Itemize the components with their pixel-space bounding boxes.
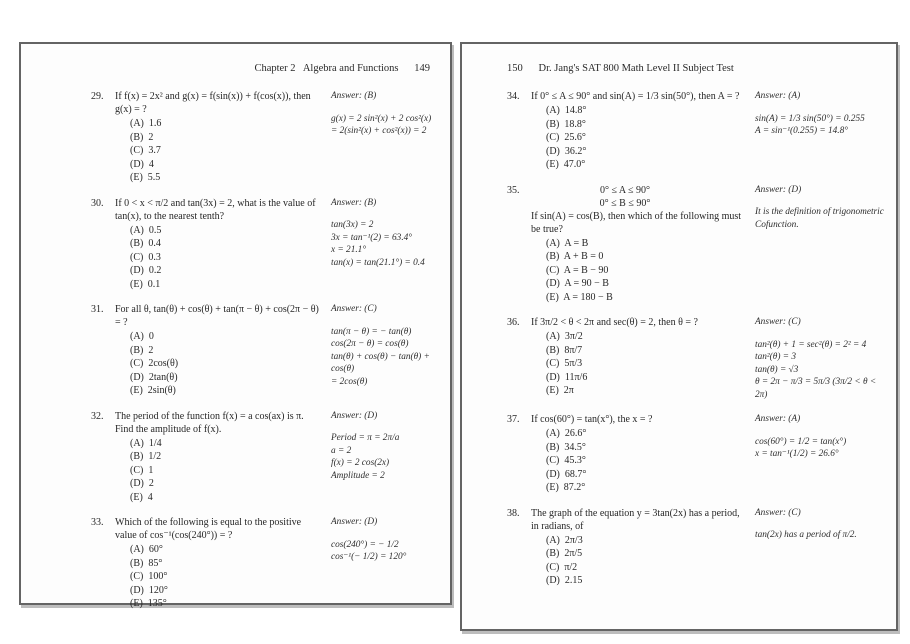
question-number: 37. (507, 414, 520, 425)
solution-line: tan²(θ) = 3 (755, 352, 796, 362)
answer-label: Answer: (C) (755, 507, 801, 518)
choice-b: (B) 0.4 (130, 238, 161, 249)
choice-d: (D) 68.7° (546, 468, 587, 480)
choice-b: (B) 2 (130, 131, 154, 143)
question-number: 35. (507, 184, 520, 196)
choice-c: (C) 0.3 (130, 251, 161, 263)
question-34 (507, 90, 886, 172)
solution (755, 436, 886, 461)
answer-label: Answer: (A) (755, 91, 801, 101)
solution (755, 339, 886, 402)
question-stem: For all θ, tan(θ) + cos(θ) + tan(π − θ) + cos(2π − θ) = ? (115, 304, 319, 328)
choice-d: (D) 2.15 (546, 575, 583, 586)
choice-c: (C) 5π/3 (546, 358, 583, 369)
choice-d: (D) A = 90 − B (546, 278, 609, 289)
choice-a: (A) 1.6 (130, 118, 162, 129)
solution-line: g(x) = 2 sin²(x) + 2 cos²(x) (331, 113, 432, 124)
solution (331, 539, 440, 564)
choice-list (130, 330, 323, 398)
answer-label: Answer: (D) (755, 184, 802, 195)
question-stem: If 0 < x < π/2 and tan(3x) = 2, what is the value of tan(x), to the nearest tenth? (115, 197, 316, 222)
solution-line: Period = π = 2π/a (331, 433, 400, 443)
question-number: 29. (91, 91, 104, 102)
page-150 (460, 42, 898, 631)
solution-line: tan(x) = tan(21.1°) = 0.4 (331, 257, 425, 268)
choice-list (546, 427, 747, 495)
choice-e: (E) 0.1 (130, 278, 161, 290)
solution-line: tan(θ) = √3 (755, 364, 799, 375)
solution (331, 432, 440, 482)
solution-line: f(x) = 2 cos(2x) (331, 458, 390, 468)
question-number: 30. (91, 197, 104, 209)
answer-label: Answer: (D) (331, 517, 378, 527)
page-header-left: Chapter 2 Algebra and Functions 149 (254, 63, 430, 74)
choice-d: (D) 2 (130, 478, 154, 489)
solution-line: Amplitude = 2 (331, 470, 385, 481)
choice-b: (B) 2π/5 (546, 548, 583, 559)
solution (331, 326, 440, 389)
choice-list (546, 534, 747, 588)
question-36 (507, 316, 886, 401)
solution-line: = 2(sin²(x) + cos²(x)) = 2 (331, 126, 427, 136)
choice-a: (A) 14.8° (546, 105, 587, 116)
answer-label: Answer: (B) (331, 91, 377, 101)
choice-c: (C) π/2 (546, 561, 578, 573)
solution-line: 3x = tan⁻¹(2) = 63.4° (331, 232, 413, 243)
solution-line: = 2cos(θ) (331, 376, 368, 387)
solution (755, 206, 886, 231)
question-stem: The graph of the equation y = 3tan(2x) has a period, in radians, of (531, 507, 740, 532)
question-stem: If 3π/2 < θ < 2π and sec(θ) = 2, then θ = ? (531, 317, 698, 328)
choice-list (130, 543, 323, 611)
answer-label: Answer: (A) (755, 414, 801, 424)
answer-label: Answer: (D) (331, 410, 378, 421)
choice-a: (A) 0 (130, 331, 154, 342)
choice-c: (C) 2cos(θ) (130, 358, 179, 369)
choice-b: (B) 85° (130, 557, 163, 569)
choice-a: (A) 60° (130, 544, 163, 555)
choice-b: (B) 2 (130, 344, 154, 356)
solution-line: cos(60°) = 1/2 = tan(x°) (755, 436, 847, 447)
question-38 (507, 507, 886, 588)
solution-line: cos(240°) = − 1/2 (331, 539, 399, 550)
condition-line: 0° ≤ A ≤ 90° (599, 184, 651, 196)
choice-d: (D) 0.2 (130, 265, 162, 276)
page-header-right: 150 Dr. Jang's SAT 800 Math Level II Subject Test (507, 63, 734, 74)
choice-b: (B) 8π/7 (546, 344, 583, 356)
question-stem: If 0° ≤ A ≤ 90° and sin(A) = 1/3 sin(50°), then A = ? (531, 91, 740, 102)
choice-list (130, 437, 323, 505)
condition-line: 0° ≤ B ≤ 90° (599, 197, 651, 209)
solution (331, 113, 440, 138)
choice-a: (A) 26.6° (546, 428, 587, 439)
answer-label: Answer: (C) (331, 304, 377, 314)
choice-e: (E) 2sin(θ) (130, 385, 176, 396)
choice-a: (A) 2π/3 (546, 534, 583, 546)
choice-e: (E) 2π (546, 385, 574, 396)
choice-e: (E) 47.0° (546, 159, 586, 170)
question-31 (91, 303, 440, 398)
solution-line: θ = 2π − π/3 = 5π/3 (3π/2 < θ < 2π) (755, 377, 877, 400)
choice-a: (A) 1/4 (130, 437, 162, 449)
choice-c: (C) 3.7 (130, 145, 161, 156)
choice-list (546, 104, 747, 172)
question-stem: If sin(A) = cos(B), then which of the following must be true? (531, 210, 742, 235)
solution (755, 113, 886, 138)
question-conditions (531, 184, 747, 210)
choice-c: (C) 100° (130, 571, 168, 582)
choice-e: (E) 5.5 (130, 172, 161, 183)
question-number: 32. (91, 410, 104, 422)
answer-label: Answer: (C) (755, 317, 801, 327)
choice-e: (E) A = 180 − B (546, 291, 613, 303)
question-number: 31. (91, 304, 104, 315)
choice-d: (D) 4 (130, 158, 154, 170)
solution-line: x = tan⁻¹(1/2) = 26.6° (755, 449, 839, 459)
question-35 (507, 184, 886, 305)
solution-line: A = sin⁻¹(0.255) = 14.8° (755, 126, 848, 136)
question-stem: If f(x) = 2x² and g(x) = f(sin(x)) + f(cos(x)), then g(x) = ? (115, 91, 311, 115)
choice-d: (D) 11π/6 (546, 371, 588, 383)
choice-c: (C) A = B − 90 (546, 264, 609, 276)
answer-label: Answer: (B) (331, 197, 377, 208)
question-stem: Which of the following is equal to the positive value of cos⁻¹(cos(240°)) = ? (115, 517, 302, 541)
solution-line: tan(2x) has a period of π/2. (755, 530, 857, 540)
choice-d: (D) 36.2° (546, 145, 587, 157)
question-number: 34. (507, 91, 520, 102)
choice-a: (A) A = B (546, 237, 589, 249)
question-33 (91, 516, 440, 611)
choice-a: (A) 0.5 (130, 224, 162, 236)
solution-line: cos(2π − θ) = cos(θ) (331, 339, 409, 349)
choice-e: (E) 87.2° (546, 482, 586, 493)
page-149 (19, 42, 452, 609)
choice-d: (D) 120° (130, 584, 168, 596)
question-37 (507, 413, 886, 495)
choice-d: (D) 2tan(θ) (130, 371, 178, 383)
solution (331, 219, 440, 269)
choice-a: (A) 3π/2 (546, 331, 583, 342)
solution-line: cos⁻¹(− 1/2) = 120° (331, 552, 407, 562)
solution-line: a = 2 (331, 445, 352, 456)
choice-list (546, 330, 747, 398)
choice-b: (B) 1/2 (130, 451, 162, 462)
question-30 (91, 197, 440, 292)
choice-b: (B) 18.8° (546, 118, 586, 130)
choice-c: (C) 25.6° (546, 132, 586, 143)
solution (755, 529, 886, 542)
solution-line: tan²(θ) + 1 = sec²(θ) = 2² = 4 (755, 339, 867, 350)
solution-line: It is the definition of trigonometric Cofunction. (755, 207, 884, 230)
question-number: 33. (91, 517, 104, 528)
choice-list (130, 117, 323, 185)
question-29 (91, 90, 440, 185)
choice-e: (E) 135° (130, 598, 167, 609)
solution-line: x = 21.1° (331, 245, 367, 255)
solution-line: tan(θ) + cos(θ) − tan(θ) + cos(θ) (331, 351, 430, 374)
question-stem: The period of the function f(x) = a cos(ax) is π. Find the amplitude of f(x). (115, 410, 304, 435)
question-stem: If cos(60°) = tan(x°), the x = ? (531, 414, 653, 425)
choice-list (546, 237, 747, 305)
solution-line: tan(π − θ) = − tan(θ) (331, 326, 412, 337)
choice-c: (C) 45.3° (546, 455, 586, 466)
choice-b: (B) A + B = 0 (546, 251, 604, 262)
question-32 (91, 410, 440, 505)
solution-line: sin(A) = 1/3 sin(50°) = 0.255 (755, 113, 865, 124)
solution-line: tan(3x) = 2 (331, 220, 374, 230)
choice-list (130, 224, 323, 292)
choice-e: (E) 4 (130, 491, 153, 503)
choice-c: (C) 1 (130, 464, 154, 476)
question-number: 36. (507, 317, 520, 328)
question-number: 38. (507, 507, 520, 519)
choice-b: (B) 34.5° (546, 441, 586, 453)
